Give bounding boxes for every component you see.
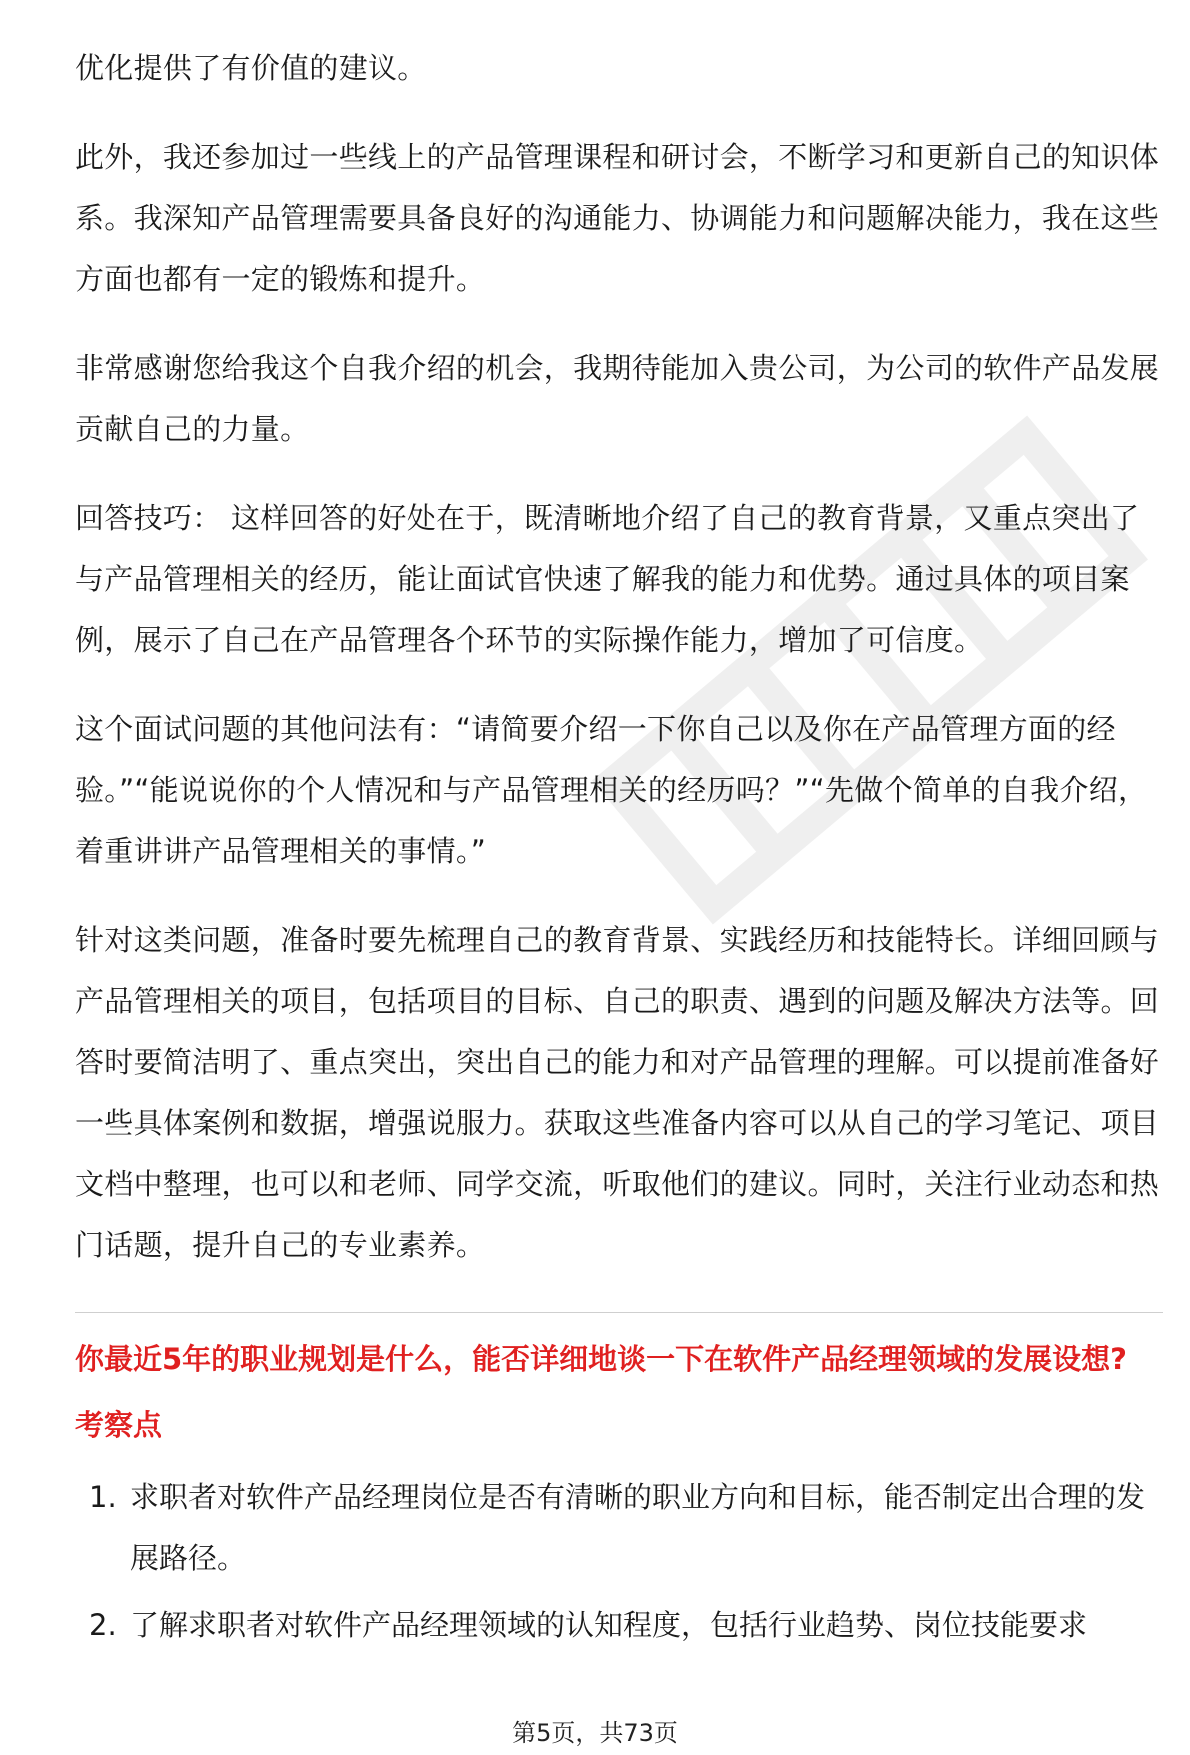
list-item — [75, 1467, 1163, 1589]
numbered-list — [75, 1467, 1163, 1656]
list-number: 1. — [89, 1480, 117, 1514]
subheading: 考察点 — [75, 1408, 163, 1442]
document-body — [75, 38, 1163, 1662]
paragraph: 优化提供了有价值的建议。 — [75, 51, 427, 85]
paragraph: 回答技巧： 这样回答的好处在于，既清晰地介绍了自己的教育背景，又重点突出了与产品管理相关的经历，能让面试官快速了解我的能力和优势。通过具体的项目案例，展示了自己在产品管理各个环节的实际操作能力，增加了可信度。 — [75, 501, 1140, 657]
paragraph: 这个面试问题的其他问法有：“请简要介绍一下你自己以及你在产品管理方面的经验。”“能说说你的个人情况和与产品管理相关的经历吗？”“先做个简单的自我介绍，着重讲讲产品管理相关的事情。” — [75, 712, 1148, 868]
paragraph: 非常感谢您给我这个自我介绍的机会，我期待能加入贵公司，为公司的软件产品发展贡献自己的力量。 — [75, 351, 1160, 446]
list-item-text: 求职者对软件产品经理岗位是否有清晰的职业方向和目标，能否制定出合理的发展路径。 — [130, 1480, 1146, 1575]
question-heading: 你最近5年的职业规划是什么，能否详细地谈一下在软件产品经理领域的发展设想? — [75, 1342, 1128, 1376]
paragraph: 针对这类问题，准备时要先梳理自己的教育背景、实践经历和技能特长。详细回顾与产品管理相关的项目，包括项目的目标、自己的职责、遇到的问题及解决方法等。回答时要简洁明了、重点突出，突出自己的能力和对产品管理的理解。可以提前准备好一些具体案例和数据，增强说服力。获取这些准备内容可以从自己的学习笔记、项目文档中整理，也可以和老师、同学交流，听取他们的建议。同时，关注行业动态和热门话题，提升自己的专业素养。 — [75, 923, 1160, 1262]
section-divider — [75, 1312, 1163, 1313]
list-item — [75, 1595, 1163, 1656]
paragraph: 此外，我还参加过一些线上的产品管理课程和研讨会，不断学习和更新自己的知识体系。我深知产品管理需要具备良好的沟通能力、协调能力和问题解决能力，我在这些方面也都有一定的锻炼和提升。 — [75, 140, 1160, 296]
page-footer: 第5页，共73页 — [512, 1719, 678, 1747]
list-number: 2. — [89, 1608, 117, 1642]
list-item-text: 了解求职者对软件产品经理领域的认知程度，包括行业趋势、岗位技能要求 — [130, 1608, 1088, 1642]
